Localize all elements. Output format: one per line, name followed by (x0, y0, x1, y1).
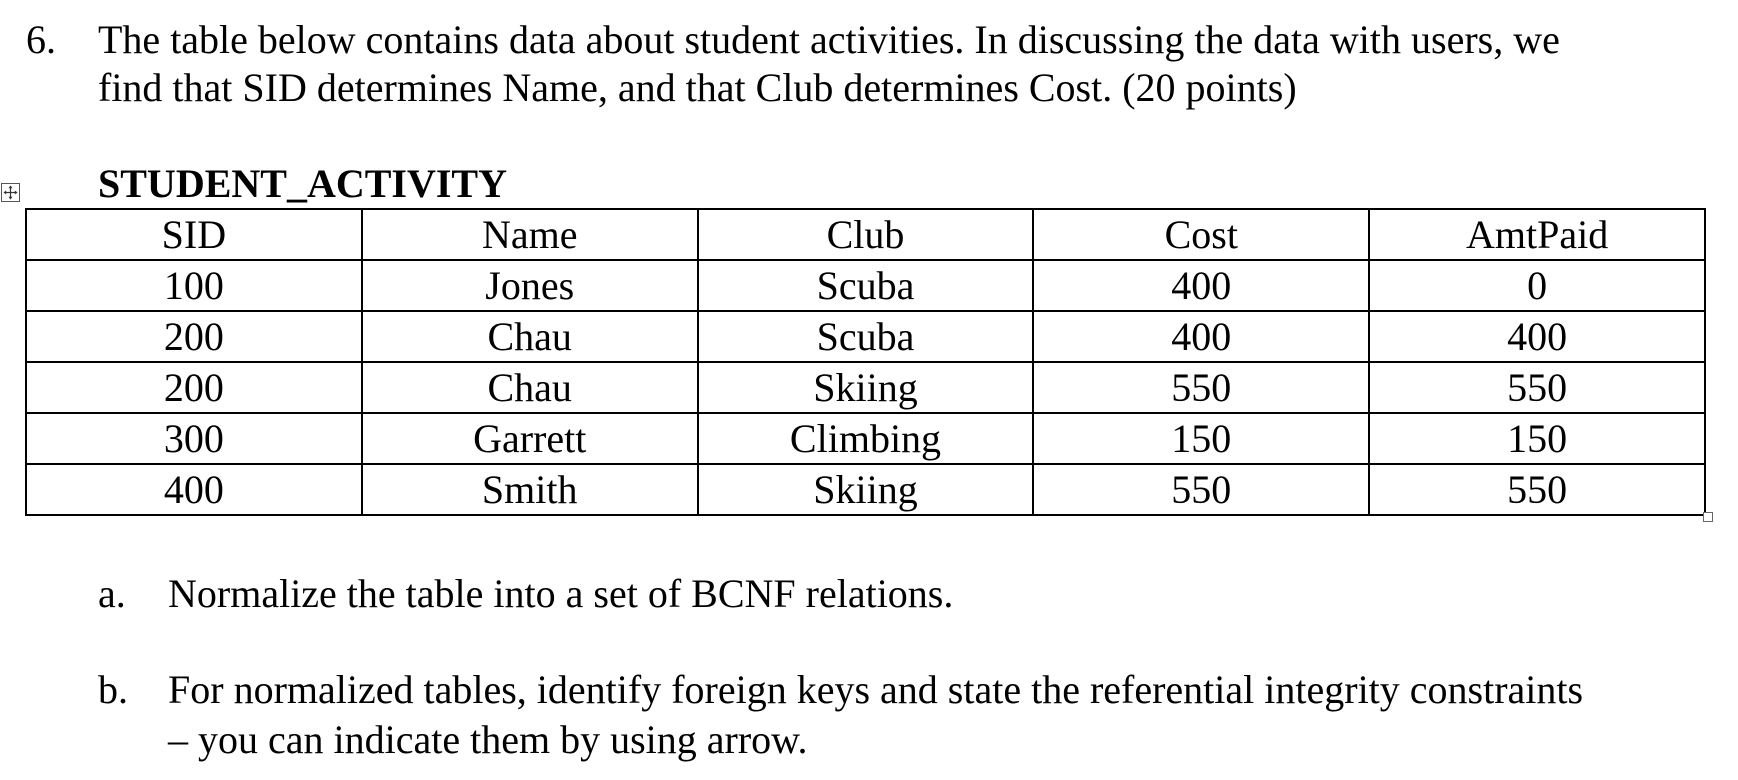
cell-cost: 400 (1033, 260, 1369, 311)
cell-name: Garrett (362, 413, 698, 464)
subquestion-b-text-line-2: – you can indicate them by using arrow. (168, 717, 808, 762)
cell-amtpaid: 150 (1369, 413, 1705, 464)
cell-sid: 400 (26, 464, 362, 515)
cell-club: Skiing (698, 362, 1034, 413)
header-cost: Cost (1033, 209, 1369, 260)
cell-cost: 400 (1033, 311, 1369, 362)
cell-club: Scuba (698, 260, 1034, 311)
table-row (26, 311, 1705, 362)
cell-name: Jones (362, 260, 698, 311)
subquestion-a-text: Normalize the table into a set of BCNF relations. (168, 571, 954, 616)
table-header-row (26, 209, 1705, 260)
question-number: 6. (26, 17, 56, 62)
header-sid: SID (26, 209, 362, 260)
table-row (26, 464, 1705, 515)
subquestion-a-label: a. (98, 571, 126, 616)
question-text-line-2: find that SID determines Name, and that Club determines Cost. (20 points) (98, 65, 1297, 110)
cell-sid: 100 (26, 260, 362, 311)
cell-amtpaid: 550 (1369, 464, 1705, 515)
table-row (26, 362, 1705, 413)
header-name: Name (362, 209, 698, 260)
cell-name: Chau (362, 311, 698, 362)
table-title: STUDENT_ACTIVITY (98, 161, 507, 206)
question-text-line-1: The table below contains data about student activities. In discussing the data with users, we (98, 17, 1560, 62)
subquestion-b-text-line-1: For normalized tables, identify foreign keys and state the referential integrity constraints (168, 667, 1584, 712)
cell-club: Scuba (698, 311, 1034, 362)
cell-name: Smith (362, 464, 698, 515)
student-activity-table (25, 208, 1706, 516)
cell-cost: 150 (1033, 413, 1369, 464)
table-row (26, 413, 1705, 464)
table-move-handle[interactable] (1, 183, 20, 202)
header-club: Club (698, 209, 1034, 260)
move-icon (3, 185, 18, 200)
cell-name: Chau (362, 362, 698, 413)
cell-club: Skiing (698, 464, 1034, 515)
header-amtpaid: AmtPaid (1369, 209, 1705, 260)
cell-cost: 550 (1033, 362, 1369, 413)
cell-sid: 200 (26, 311, 362, 362)
cell-sid: 200 (26, 362, 362, 413)
cell-amtpaid: 550 (1369, 362, 1705, 413)
table-row (26, 260, 1705, 311)
cell-amtpaid: 0 (1369, 260, 1705, 311)
cell-amtpaid: 400 (1369, 311, 1705, 362)
subquestion-b-label: b. (98, 667, 128, 712)
table-resize-handle[interactable] (1703, 512, 1713, 522)
cell-cost: 550 (1033, 464, 1369, 515)
cell-sid: 300 (26, 413, 362, 464)
cell-club: Climbing (698, 413, 1034, 464)
